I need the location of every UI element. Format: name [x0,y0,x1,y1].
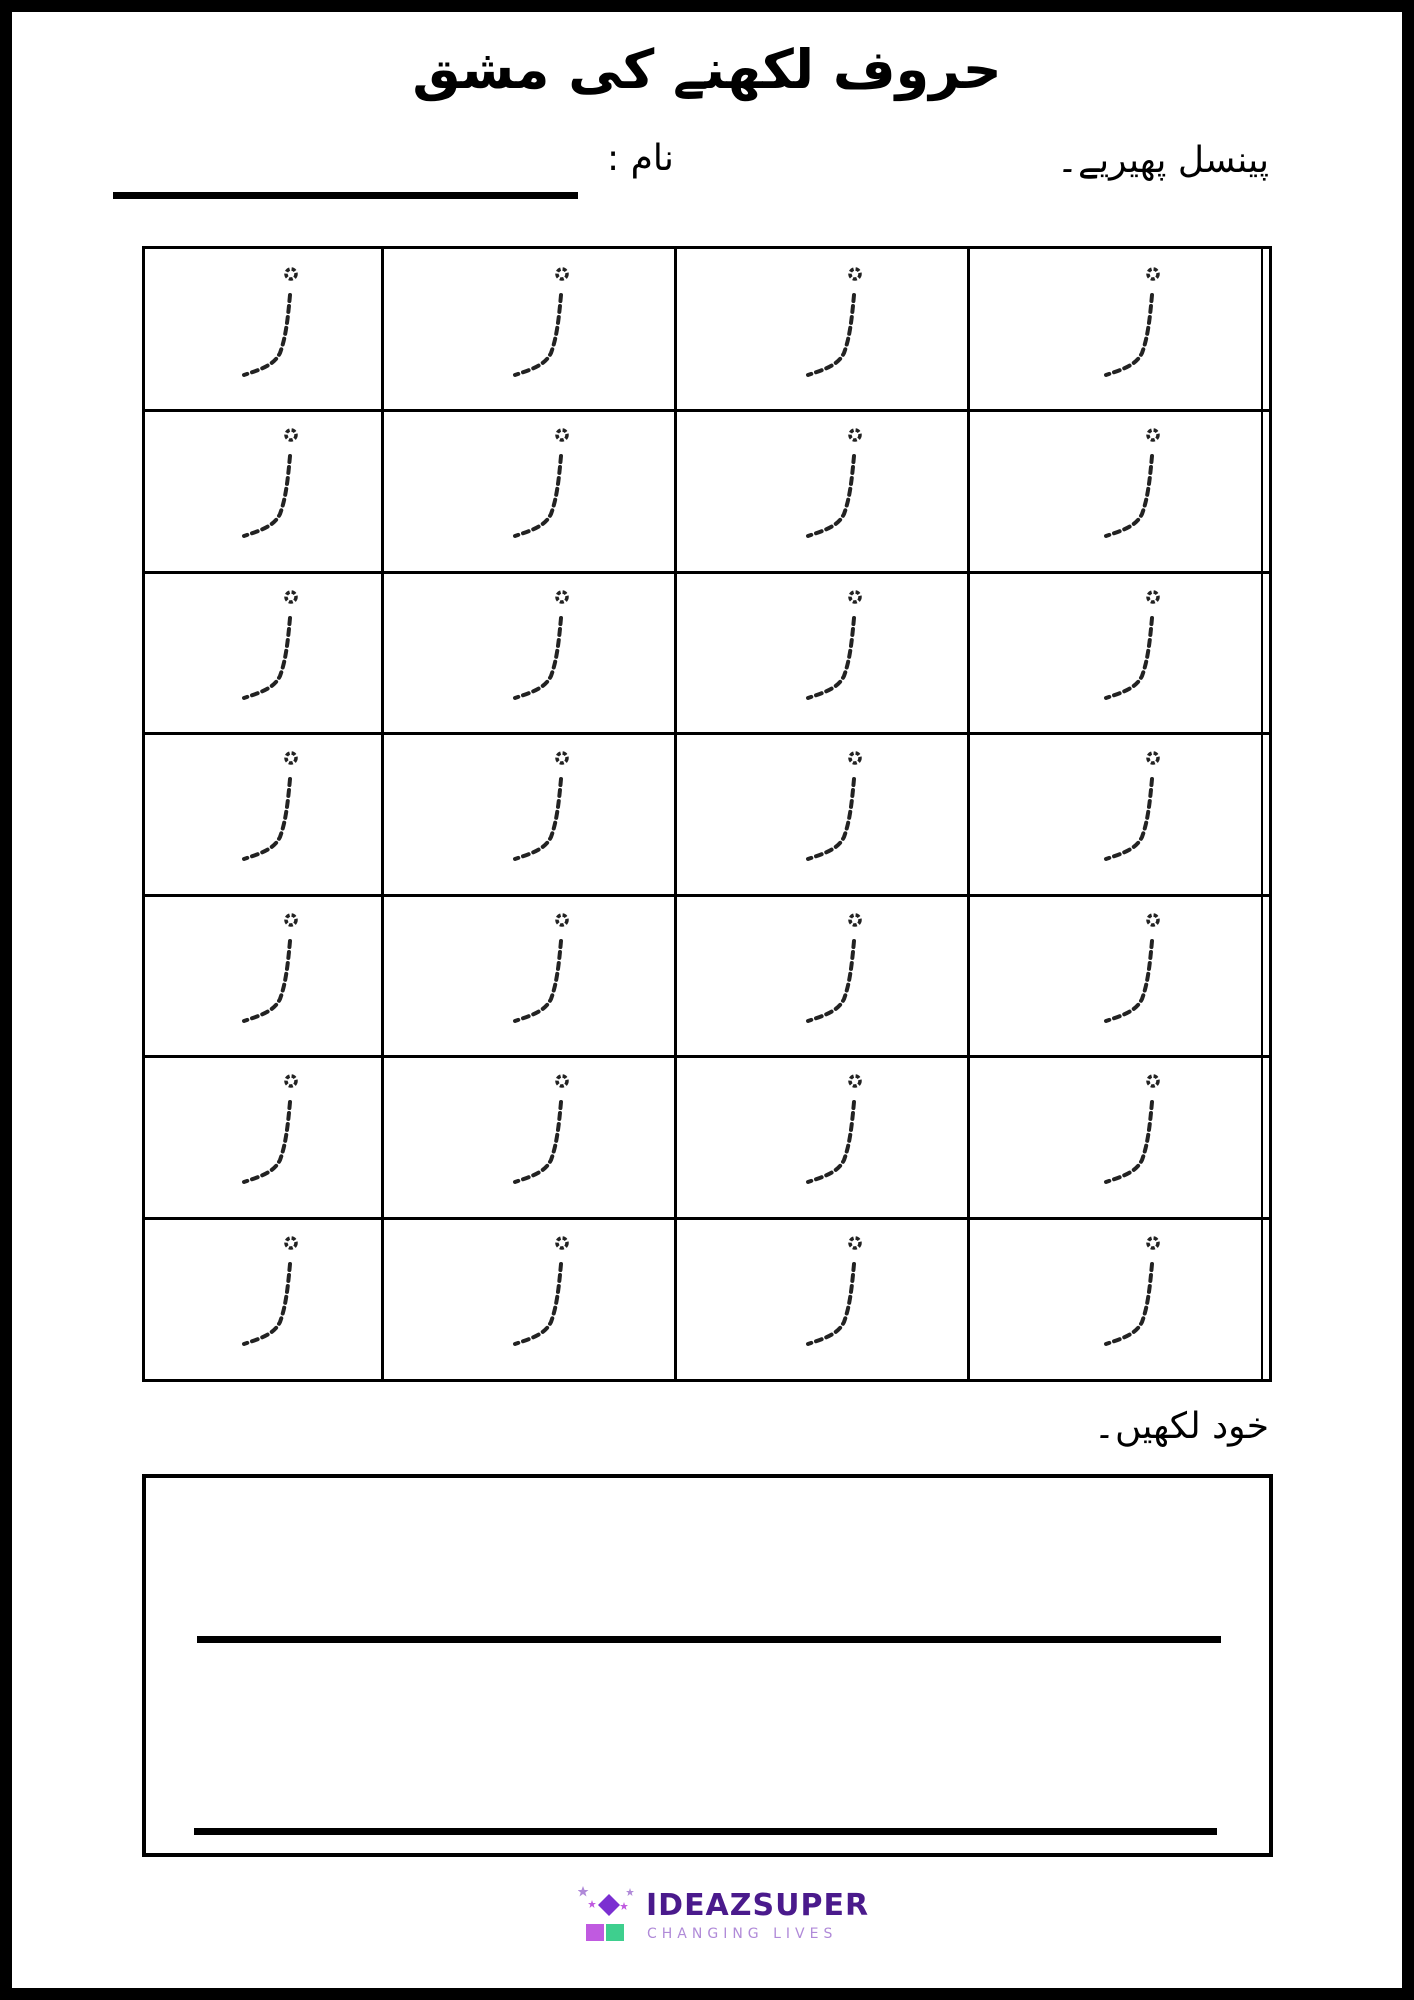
dotted-letter-zhe-icon [232,741,312,871]
tracing-cell[interactable] [382,1056,675,1218]
tracing-grid [142,246,1272,1382]
writing-line[interactable] [194,1828,1217,1835]
dotted-letter-zhe-icon [796,418,876,548]
tracing-cell[interactable] [968,1218,1269,1379]
tracing-cell[interactable] [968,249,1269,410]
dotted-letter-zhe-icon [796,741,876,871]
dotted-letter-zhe-icon [503,580,583,710]
dotted-letter-zhe-icon [1094,741,1174,871]
tracing-cell[interactable] [382,733,675,895]
logo-wordmark: IDEAZSUPER [646,1888,870,1923]
dotted-letter-zhe-icon [796,1064,876,1194]
dotted-letter-zhe-icon [1094,903,1174,1033]
tracing-cell[interactable] [675,1218,968,1379]
dotted-letter-zhe-icon [232,903,312,1033]
dotted-letter-zhe-icon [1094,580,1174,710]
dotted-letter-zhe-icon [232,580,312,710]
tracing-cell[interactable] [968,733,1269,895]
write-instruction: خود لکھیں۔ [1093,1406,1269,1447]
tracing-cell[interactable] [675,410,968,572]
dotted-letter-zhe-icon [1094,1064,1174,1194]
tracing-cell[interactable] [145,1218,382,1379]
dotted-letter-zhe-icon [503,418,583,548]
tracing-cell[interactable] [145,572,382,733]
name-label: نام : [607,138,674,179]
dotted-letter-zhe-icon [503,257,583,387]
tracing-cell[interactable] [382,410,675,572]
writing-line[interactable] [197,1636,1221,1643]
name-field-line[interactable] [113,192,578,199]
brand-logo [578,1886,878,1946]
trace-instruction: پینسل پھیریے۔ [1056,140,1269,181]
dotted-letter-zhe-icon [796,257,876,387]
dotted-letter-zhe-icon [796,903,876,1033]
dotted-letter-zhe-icon [232,418,312,548]
tracing-cell[interactable] [675,895,968,1056]
tracing-cell[interactable] [145,410,382,572]
tracing-cell[interactable] [968,895,1269,1056]
tracing-cell[interactable] [145,1056,382,1218]
dotted-letter-zhe-icon [1094,1226,1174,1356]
tracing-cell[interactable] [675,249,968,410]
dotted-letter-zhe-icon [796,1226,876,1356]
dotted-letter-zhe-icon [232,1064,312,1194]
dotted-letter-zhe-icon [503,741,583,871]
tracing-cell[interactable] [382,572,675,733]
dotted-letter-zhe-icon [503,903,583,1033]
tracing-cell[interactable] [382,1218,675,1379]
dotted-letter-zhe-icon [796,580,876,710]
tracing-cell[interactable] [968,572,1269,733]
dotted-letter-zhe-icon [232,257,312,387]
worksheet-title: حروف لکھنے کی مشق [412,38,1002,101]
tracing-cell[interactable] [145,249,382,410]
tracing-cell[interactable] [675,1056,968,1218]
tracing-cell[interactable] [145,895,382,1056]
tracing-cell[interactable] [968,1056,1269,1218]
dotted-letter-zhe-icon [503,1064,583,1194]
tracing-cell[interactable] [675,572,968,733]
tracing-cell[interactable] [675,733,968,895]
dotted-letter-zhe-icon [232,1226,312,1356]
dotted-letter-zhe-icon [1094,418,1174,548]
dotted-letter-zhe-icon [503,1226,583,1356]
tracing-cell[interactable] [145,733,382,895]
tracing-cell[interactable] [382,249,675,410]
logo-icon [578,1886,642,1946]
tracing-cell[interactable] [968,410,1269,572]
logo-tagline: CHANGING LIVES [647,1926,838,1942]
free-writing-box[interactable] [142,1474,1273,1857]
tracing-cell[interactable] [382,895,675,1056]
dotted-letter-zhe-icon [1094,257,1174,387]
